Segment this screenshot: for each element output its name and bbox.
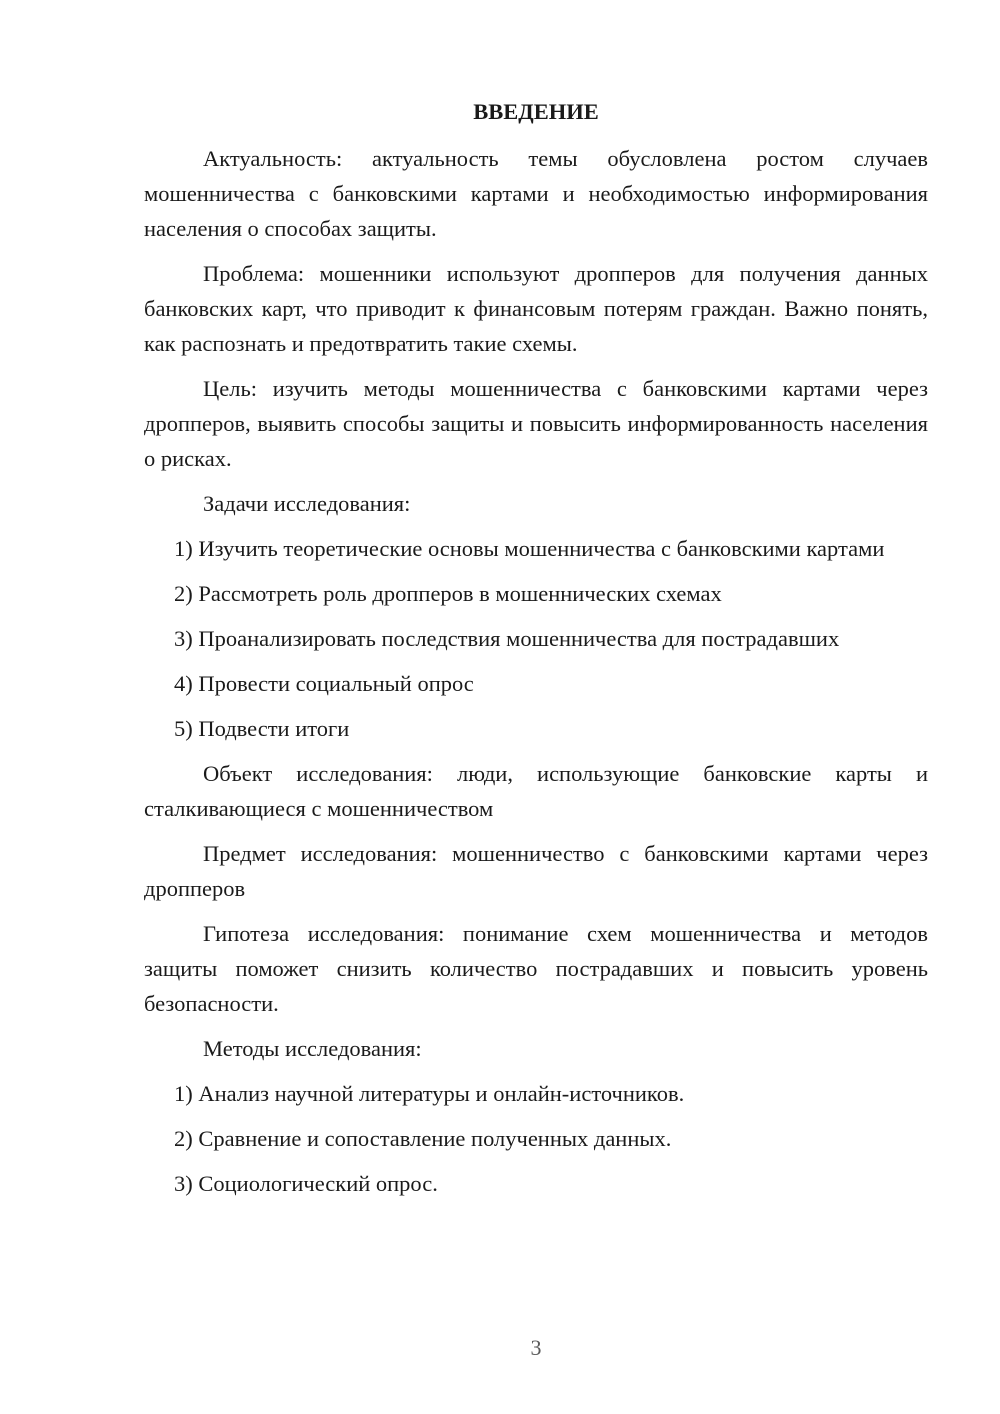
method-item-1: 1) Анализ научной литературы и онлайн-источников. xyxy=(174,1081,685,1106)
problem-paragraph: Проблема: мошенники используют дропперов для получения данных банковских карт, что приводит к финансовым потерям граждан. Важно понять, как распознать и предотвратить такие схемы. xyxy=(144,261,928,356)
hypothesis-paragraph: Гипотеза исследования: понимание схем мошенничества и методов защиты поможет снизить количество пострадавших и повысить уровень безопасности. xyxy=(144,921,928,1016)
document-body xyxy=(144,94,928,1211)
task-item-1: 1) Изучить теоретические основы мошенничества с банковскими картами xyxy=(174,536,885,561)
method-item-3: 3) Социологический опрос. xyxy=(174,1171,438,1196)
page-number: 3 xyxy=(530,1335,542,1360)
subject-paragraph: Предмет исследования: мошенничество с банковскими картами через дропперов xyxy=(144,841,928,901)
tasks-heading: Задачи исследования: xyxy=(203,491,411,516)
section-title: ВВЕДЕНИЕ xyxy=(473,99,599,124)
object-paragraph: Объект исследования: люди, использующие банковские карты и сталкивающиеся с мошенничеством xyxy=(144,761,928,821)
task-item-4: 4) Провести социальный опрос xyxy=(174,671,474,696)
task-item-2: 2) Рассмотреть роль дропперов в мошеннических схемах xyxy=(174,581,722,606)
task-item-3: 3) Проанализировать последствия мошенничества для пострадавших xyxy=(174,626,840,651)
relevance-paragraph: Актуальность: актуальность темы обусловлена ростом случаев мошенничества с банковскими картами и необходимостью информирования населения о способах защиты. xyxy=(144,146,928,241)
task-item-5: 5) Подвести итоги xyxy=(174,716,350,741)
method-item-2: 2) Сравнение и сопоставление полученных данных. xyxy=(174,1126,672,1151)
goal-paragraph: Цель: изучить методы мошенничества с банковскими картами через дропперов, выявить способы защиты и повысить информированность населения о рисках. xyxy=(144,376,928,471)
methods-heading: Методы исследования: xyxy=(203,1036,422,1061)
